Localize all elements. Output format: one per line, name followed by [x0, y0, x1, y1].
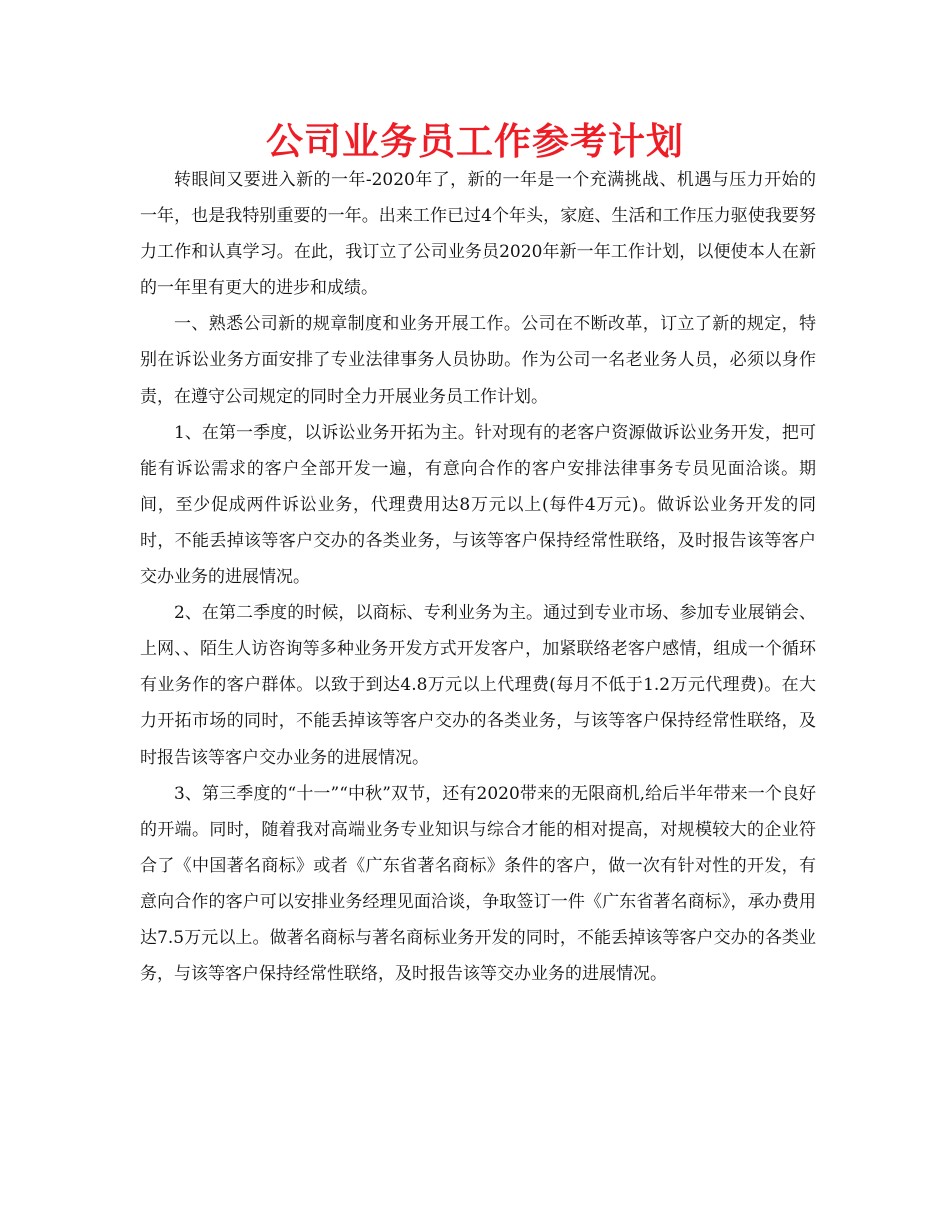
- paragraph-q2-plan: 2、在第二季度的时候，以商标、专利业务为主。通过到专业市场、参加专业展销会、上网、、陌生人访咨询等多种业务开发方式开发客户，加紧联络老客户感情，组成一个循环有业务作的客户群体。以致于到达4.8万元以上代理费(每月不低于1.2万元代理费)。在大力开拓市场的同时，不能丢掉该等客户交办的各类业务，与该等客户保持经常性联络，及时报告该等客户交办业务的进展情况。: [140, 603, 816, 768]
- paragraph-intro: 转眼间又要进入新的一年-2020年了，新的一年是一个充满挑战、机遇与压力开始的一年，也是我特别重要的一年。出来工作已过4个年头，家庭、生活和工作压力驱使我要努力工作和认真学习。在此，我订立了公司业务员2020年新一年工作计划，以便使本人在新的一年里有更大的进步和成绩。: [140, 170, 816, 299]
- paragraph-section-one: 一、熟悉公司新的规章制度和业务开展工作。公司在不断改革，订立了新的规定，特别在诉讼业务方面安排了专业法律事务人员协助。作为公司一名老业务人员，必须以身作责，在遵守公司规定的同时全力开展业务员工作计划。: [140, 314, 816, 407]
- paragraph-q1-plan: 1、在第一季度，以诉讼业务开拓为主。针对现有的老客户资源做诉讼业务开发，把可能有诉讼需求的客户全部开发一遍，有意向合作的客户安排法律事务专员见面洽谈。期间，至少促成两件诉讼业务，代理费用达8万元以上(每件4万元)。做诉讼业务开发的同时，不能丢掉该等客户交办的各类业务，与该等客户保持经常性联络，及时报告该等客户交办业务的进展情况。: [140, 422, 816, 588]
- page-title: 公司业务员工作参考计划: [266, 120, 684, 163]
- document-body: [140, 162, 816, 992]
- paragraph-q3-plan: 3、第三季度的“十一”“中秋”双节，还有2020带来的无限商机,给后半年带来一个良好的开端。同时，随着我对高端业务专业知识与综合才能的相对提高，对规模较大的企业符合了《中国著名商标》或者《广东省著名商标》条件的客户，做一次有针对性的开发，有意向合作的客户可以安排业务经理见面洽谈，争取签订一件《广东省著名商标》，承办费用达7.5万元以上。做著名商标与著名商标业务开发的同时，不能丢掉该等客户交办的各类业务，与该等客户保持经常性联络，及时报告该等交办业务的进展情况。: [140, 783, 816, 985]
